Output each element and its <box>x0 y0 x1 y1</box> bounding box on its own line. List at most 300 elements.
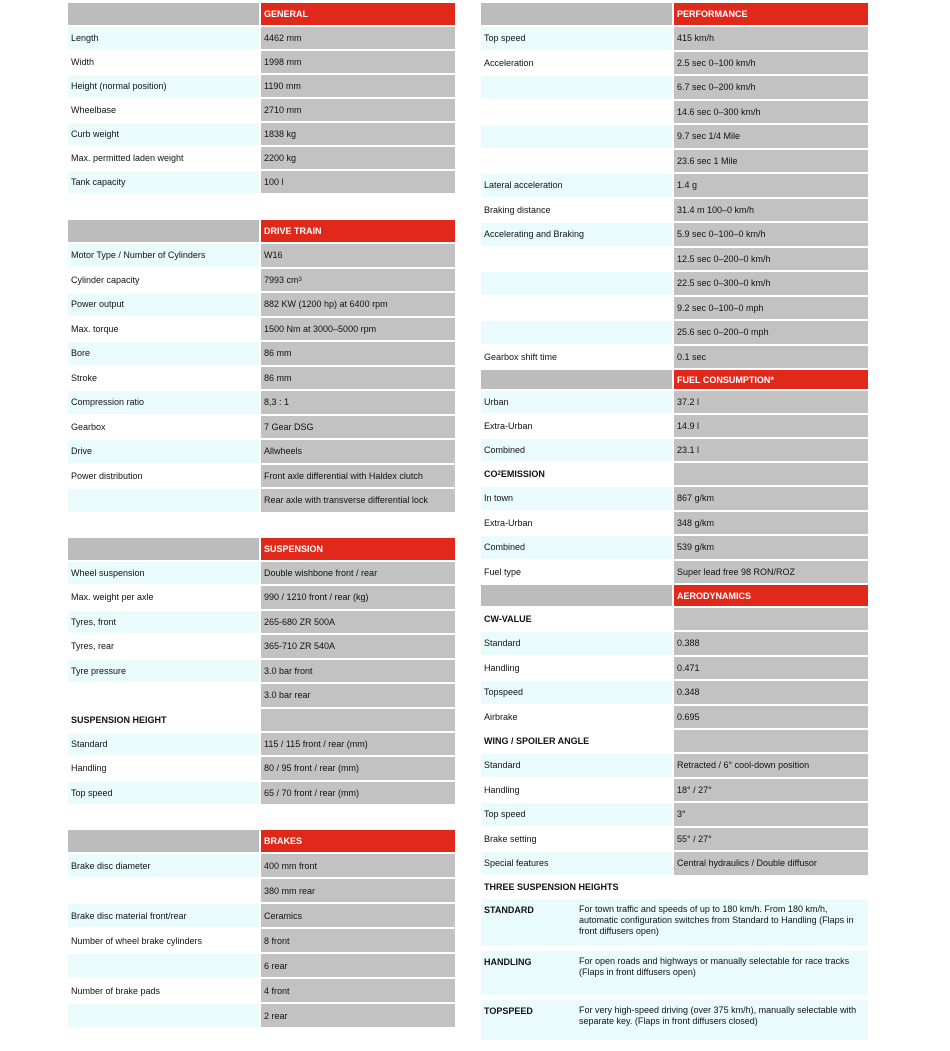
suspension-header-value <box>261 538 455 560</box>
general-row <box>68 171 455 193</box>
drivetrain-row-value <box>261 416 455 439</box>
suspension-row <box>68 660 455 683</box>
general-row-value <box>261 123 455 145</box>
co2-row-label-text: Extra-Urban <box>484 517 533 528</box>
general-row-label-text: Height (normal position) <box>71 81 167 91</box>
wing-row-value <box>674 779 868 802</box>
co2-row-label <box>481 561 672 584</box>
general-row <box>68 99 455 121</box>
suspension-row-label <box>68 660 259 683</box>
performance-row-label <box>481 52 672 75</box>
performance-row-label <box>481 199 672 222</box>
co2-row-label-text: Combined <box>484 542 526 553</box>
suspension-height-title-text: SUSPENSION HEIGHT <box>71 714 167 725</box>
suspension-height-title <box>68 709 455 731</box>
fuel-row <box>481 391 868 413</box>
brakes-row-label-text: Number of brake pads <box>71 985 161 996</box>
cw-row-value <box>674 657 868 680</box>
cw-row-label <box>481 657 672 680</box>
performance-row-value-text: 5.9 sec 0–100–0 km/h <box>677 229 766 240</box>
general-row-value-text: 4462 mm <box>264 33 302 43</box>
performance-row-value-text: 22.5 sec 0–300–0 km/h <box>677 278 771 289</box>
general-row <box>68 147 455 169</box>
cw-row-value-text: 0.695 <box>677 711 700 722</box>
brakes-row-label <box>68 904 259 927</box>
wing-row <box>481 828 868 851</box>
suspension-row <box>68 635 455 658</box>
performance-row <box>481 248 868 271</box>
wing-row-label-text: Special features <box>484 858 549 869</box>
suspension-height-title-blank <box>261 709 455 731</box>
fuel-row-value-text: 37.2 l <box>677 397 700 407</box>
fuel-row-value <box>674 439 868 461</box>
drivetrain-row-value <box>261 318 455 341</box>
suspension-height-note <box>481 1000 868 1040</box>
wing-row-value-text: 3° <box>677 809 686 820</box>
general-header-value-text: GENERAL <box>264 9 309 19</box>
drivetrain-header <box>68 220 455 242</box>
performance-row-value <box>674 272 868 295</box>
fuel-row-label-text: Urban <box>484 397 509 407</box>
wing-row <box>481 852 868 875</box>
brakes-row-label-text: Brake disc diameter <box>71 860 151 871</box>
co2-row-value <box>674 536 868 559</box>
brakes-row-label <box>68 854 259 877</box>
performance-row-value-text: 14.6 sec 0–300 km/h <box>677 106 761 117</box>
brakes-row-label-text: Number of wheel brake cylinders <box>71 935 203 946</box>
brakes-row <box>68 854 455 877</box>
general-row <box>68 27 455 49</box>
general-header-label <box>68 3 259 25</box>
performance-row-label <box>481 321 672 344</box>
drivetrain-row <box>68 269 455 292</box>
performance-row-label <box>481 76 672 99</box>
drivetrain-row-value-text: 1500 Nm at 3000–5000 rpm <box>264 323 377 334</box>
co2-row-value-text: Super lead free 98 RON/ROZ <box>677 566 796 577</box>
drivetrain-row-value <box>261 465 455 488</box>
suspension-row-value-text: 990 / 1210 front / rear (kg) <box>264 592 369 603</box>
cw-row-value-text: 0.348 <box>677 687 700 698</box>
note-label: TOPSPEED <box>484 1005 533 1016</box>
performance-row-label <box>481 297 672 320</box>
general-row-label <box>68 99 259 121</box>
brakes-row-label <box>68 954 259 977</box>
cw-value-title-blank <box>674 608 868 630</box>
three-heights-title-text: THREE SUSPENSION HEIGHTS <box>484 881 619 892</box>
wing-row-value <box>674 754 868 777</box>
suspension-row-label-text: Max. weight per axle <box>71 592 154 603</box>
drivetrain-row-value-text: 7993 cm <box>264 274 299 285</box>
drivetrain-row-label-text: Motor Type / Number of Cylinders <box>71 250 206 261</box>
wing-row-label <box>481 828 672 851</box>
general-row-label <box>68 51 259 73</box>
performance-row-value <box>674 297 868 320</box>
suspension-row-label <box>68 635 259 658</box>
suspension-height-row-value <box>261 757 455 780</box>
cw-row <box>481 657 868 680</box>
drivetrain-row <box>68 465 455 488</box>
drivetrain-row-value <box>261 342 455 365</box>
brakes-row-label-text: Brake disc material front/rear <box>71 910 187 921</box>
brakes-row-value <box>261 954 455 977</box>
wing-angle-title-label <box>481 730 672 752</box>
performance-row-value <box>674 199 868 222</box>
suspension-row <box>68 586 455 609</box>
drivetrain-row-label-text: Compression ratio <box>71 397 145 408</box>
drivetrain-row-value-text: W16 <box>264 250 283 261</box>
suspension-height-row-label-text: Handling <box>71 763 107 774</box>
drivetrain-row-label-text: Drive <box>71 446 93 457</box>
fuel-row <box>481 439 868 461</box>
drivetrain-row-label <box>68 416 259 439</box>
wing-row-label <box>481 803 672 826</box>
suspension-row-label-text: Tyre pressure <box>71 665 127 676</box>
note-label: STANDARD <box>484 904 534 915</box>
suspension-height-row-label <box>68 757 259 780</box>
suspension-height-row-value-text: 115 / 115 front / rear (mm) <box>264 738 368 749</box>
cw-row-label-text: Topspeed <box>484 687 524 698</box>
brakes-row <box>68 929 455 952</box>
general-row-value <box>261 99 455 121</box>
co2-row-value-text: 867 g/km <box>677 493 715 504</box>
wing-row-value-text: Retracted / 6° cool-down position <box>677 760 810 771</box>
co2-row-label-text: Fuel type <box>484 566 522 577</box>
general-header-value <box>261 3 455 25</box>
general-row-label-text: Curb weight <box>71 129 120 139</box>
co2-row-value <box>674 512 868 535</box>
drivetrain-header-value-text: DRIVE TRAIN <box>264 226 322 236</box>
drivetrain-row-label <box>68 244 259 267</box>
drivetrain-row-value-text: 86 mm <box>264 348 292 359</box>
co2-row-value <box>674 561 868 584</box>
fuel-row-label <box>481 415 672 437</box>
performance-row-value-text: 25.6 sec 0–200–0 mph <box>677 327 769 338</box>
general-row-value-text: 1998 mm <box>264 57 302 67</box>
cw-row-value <box>674 632 868 655</box>
cw-row-value-text: 0.388 <box>677 638 700 649</box>
drivetrain-row-value-text: Rear axle with transverse differential lock <box>264 495 428 506</box>
fuel-header-value-text: FUEL CONSUMPTION* <box>677 374 774 385</box>
suspension-row-label-text: Wheel suspension <box>71 567 145 578</box>
drivetrain-row <box>68 367 455 390</box>
wing-row-label-text: Standard <box>484 760 521 771</box>
cw-row-label <box>481 632 672 655</box>
cw-row-value <box>674 706 868 729</box>
drivetrain-row-value-text: 882 KW (1200 hp) at 6400 rpm <box>264 299 388 310</box>
performance-row-value <box>674 248 868 271</box>
brakes-row-value <box>261 929 455 952</box>
brakes-row-value-text: 8 front <box>264 935 290 946</box>
performance-row-label-text: Top speed <box>484 33 526 44</box>
suspension-row-label <box>68 586 259 609</box>
aero-header <box>481 585 868 606</box>
suspension-height-row-value-text: 65 / 70 front / rear (mm) <box>264 787 360 798</box>
drivetrain-row-value <box>261 391 455 414</box>
suspension-row-value <box>261 586 455 609</box>
co2-row-value-text: 539 g/km <box>677 542 715 553</box>
cw-row-label-text: Airbrake <box>484 711 518 722</box>
suspension-row <box>68 562 455 585</box>
wing-row <box>481 803 868 826</box>
general-row-label <box>68 147 259 169</box>
suspension-height-row-label-text: Standard <box>71 738 108 749</box>
performance-row-label <box>481 125 672 148</box>
co2-row-label <box>481 512 672 535</box>
performance-row-value <box>674 27 868 50</box>
general-row-value-text: 1838 kg <box>264 129 297 139</box>
co2-row <box>481 561 868 584</box>
wing-row-value-text: 18° / 27° <box>677 784 712 795</box>
suspension-row-label <box>68 611 259 634</box>
suspension-height-row <box>68 757 455 780</box>
performance-row <box>481 76 868 99</box>
co2-row <box>481 512 868 535</box>
co2-row-label <box>481 487 672 510</box>
drivetrain-row-value <box>261 440 455 463</box>
general-row-label-text: Width <box>71 57 95 67</box>
fuel-row-value-text: 23.1 l <box>677 445 700 455</box>
drivetrain-row-label-text: Power distribution <box>71 470 143 481</box>
suspension-row-value-text: 3.0 bar rear <box>264 690 311 701</box>
drivetrain-row-label-text: Max. torque <box>71 323 119 334</box>
wing-row-value-text: 55° / 27° <box>677 833 712 844</box>
suspension-header <box>68 538 455 560</box>
performance-row-label-text: Braking distance <box>484 204 551 215</box>
performance-row-label <box>481 150 672 173</box>
performance-row-label-text: Accelerating and Braking <box>484 229 585 240</box>
cw-value-title <box>481 608 868 630</box>
co2-title-label: CO 2 EMISSION <box>481 463 672 485</box>
co2-title-a: CO <box>484 469 498 479</box>
suspension-row-label <box>68 684 259 707</box>
performance-row-label <box>481 101 672 124</box>
general-row-value <box>261 51 455 73</box>
cw-value-title-text: CW-VALUE <box>484 614 532 624</box>
wing-angle-title <box>481 730 868 752</box>
performance-row-value <box>674 101 868 124</box>
brakes-row <box>68 979 455 1002</box>
brakes-row-value-text: 2 rear <box>264 1010 288 1021</box>
suspension-row-label-text: Tyres, front <box>71 616 117 627</box>
cw-row <box>481 632 868 655</box>
cw-row <box>481 706 868 729</box>
left-spec-column <box>68 0 455 1027</box>
drivetrain-row-label <box>68 318 259 341</box>
performance-row-label-text: Lateral acceleration <box>484 180 563 191</box>
suspension-row-value-text: 365-710 ZR 540A <box>264 641 336 652</box>
wing-row <box>481 779 868 802</box>
co2-row-value-text: 348 g/km <box>677 517 715 528</box>
drivetrain-row-label <box>68 391 259 414</box>
drivetrain-row-value <box>261 489 455 512</box>
co2-title-b: EMISSION <box>500 469 545 479</box>
suspension-height-row-label-text: Top speed <box>71 787 113 798</box>
performance-row-value-text: 31.4 m 100–0 km/h <box>677 204 755 215</box>
performance-row-value <box>674 125 868 148</box>
brakes-header-value-text: BRAKES <box>264 836 303 846</box>
performance-row <box>481 272 868 295</box>
performance-row-value-text: 2.5 sec 0–100 km/h <box>677 57 756 68</box>
fuel-header <box>481 370 868 389</box>
suspension-row-value <box>261 611 455 634</box>
cw-row-label <box>481 706 672 729</box>
general-row-value-text: 100 l <box>264 177 284 187</box>
performance-row <box>481 223 868 246</box>
aero-header-value <box>674 585 868 606</box>
performance-row <box>481 346 868 369</box>
drivetrain-row-label <box>68 269 259 292</box>
drivetrain-row <box>68 391 455 414</box>
performance-row-value-text: 0.1 sec <box>677 351 707 362</box>
performance-row-value <box>674 223 868 246</box>
brakes-header-label <box>68 830 259 852</box>
wing-angle-title-text: WING / SPOILER ANGLE <box>484 736 590 746</box>
drivetrain-row-label <box>68 342 259 365</box>
performance-row <box>481 199 868 222</box>
drivetrain-row-label <box>68 293 259 316</box>
brakes-row-value-text: 6 rear <box>264 960 288 971</box>
brakes-row-value <box>261 904 455 927</box>
suspension-header-value-text: SUSPENSION <box>264 543 324 554</box>
cw-row-value <box>674 681 868 704</box>
performance-row-value <box>674 76 868 99</box>
drivetrain-row-value <box>261 293 455 316</box>
wing-row <box>481 754 868 777</box>
cw-row-label <box>481 681 672 704</box>
fuel-header-value <box>674 370 868 389</box>
performance-row-label <box>481 223 672 246</box>
cw-row <box>481 681 868 704</box>
performance-row-label <box>481 346 672 369</box>
co2-row <box>481 536 868 559</box>
general-row-label-text: Max. permitted laden weight <box>71 153 184 163</box>
performance-row <box>481 52 868 75</box>
suspension-row-value-text: Double wishbone front / rear <box>264 567 378 578</box>
performance-header <box>481 3 868 25</box>
drivetrain-row-value-text: 7 Gear DSG <box>264 421 314 432</box>
drivetrain-row-value-text: 86 mm <box>264 372 292 383</box>
brakes-row-value <box>261 854 455 877</box>
drivetrain-row-label-text: Bore <box>71 348 91 359</box>
drivetrain-row-label <box>68 489 259 512</box>
co2-title-blank <box>674 463 868 485</box>
wing-row-value <box>674 852 868 875</box>
suspension-height-title-label <box>68 709 259 731</box>
brakes-row-label <box>68 879 259 902</box>
wing-row-value-text: Central hydraulics / Double diffusor <box>677 858 817 869</box>
wing-row-label-text: Brake setting <box>484 833 537 844</box>
drivetrain-row <box>68 489 455 512</box>
co2-title <box>481 463 868 485</box>
drivetrain-row-label <box>68 465 259 488</box>
general-row-value <box>261 171 455 193</box>
drivetrain-row-value <box>261 244 455 267</box>
performance-row-label <box>481 174 672 197</box>
drivetrain-row-value <box>261 367 455 390</box>
suspension-row-value <box>261 562 455 585</box>
cw-row-label-text: Standard <box>484 638 521 649</box>
suspension-row-value <box>261 635 455 658</box>
right-spec-column <box>481 0 868 1040</box>
performance-row-value-text: 9.7 sec 1/4 Mile <box>677 131 741 142</box>
wing-row-value <box>674 828 868 851</box>
performance-row-label <box>481 27 672 50</box>
performance-row <box>481 27 868 50</box>
aero-header-label <box>481 585 672 606</box>
performance-row-value <box>674 174 868 197</box>
drivetrain-row <box>68 318 455 341</box>
drivetrain-row <box>68 244 455 267</box>
general-row-value <box>261 147 455 169</box>
general-row-label <box>68 75 259 97</box>
fuel-row-value <box>674 415 868 437</box>
performance-row <box>481 321 868 344</box>
drivetrain-row-label-text: Cylinder capacity <box>71 274 140 285</box>
performance-row <box>481 150 868 173</box>
brakes-row-value-text: 400 mm front <box>264 860 318 871</box>
suspension-height-note <box>481 899 868 946</box>
general-row-label-text: Tank capacity <box>71 177 126 187</box>
performance-row-value-text: 415 km/h <box>677 33 715 44</box>
performance-row-value <box>674 321 868 344</box>
general-header <box>68 3 455 25</box>
drivetrain-row-label-text: Power output <box>71 299 125 310</box>
suspension-row-value-text: 265-680 ZR 500A <box>264 616 336 627</box>
drivetrain-header-label <box>68 220 259 242</box>
fuel-row-value-text: 14.9 l <box>677 421 700 431</box>
performance-row-value <box>674 52 868 75</box>
general-row <box>68 123 455 145</box>
suspension-row <box>68 611 455 634</box>
general-row-value-text: 1190 mm <box>264 81 301 91</box>
brakes-row-value <box>261 879 455 902</box>
brakes-row-value-text: 380 mm rear <box>264 885 316 896</box>
drivetrain-row-value-text: 8,3 : 1 <box>264 397 290 408</box>
co2-row-value <box>674 487 868 510</box>
general-row <box>68 51 455 73</box>
drivetrain-row-label-text: Stroke <box>71 372 98 383</box>
co2-row-label <box>481 536 672 559</box>
wing-row-value <box>674 803 868 826</box>
drivetrain-row-label <box>68 440 259 463</box>
brakes-header <box>68 830 455 852</box>
fuel-row <box>481 415 868 437</box>
performance-row-value-text: 9.2 sec 0–100–0 mph <box>677 302 764 313</box>
performance-header-label <box>481 3 672 25</box>
performance-row-value-text: 23.6 sec 1 Mile <box>677 155 738 166</box>
general-row <box>68 75 455 97</box>
performance-row-value-text: 12.5 sec 0–200–0 km/h <box>677 253 771 264</box>
performance-row-label-text: Gearbox shift time <box>484 351 558 362</box>
performance-row-label <box>481 248 672 271</box>
co2-row <box>481 487 868 510</box>
three-heights-title-blank <box>674 877 868 897</box>
brakes-row <box>68 1004 455 1027</box>
fuel-row-label <box>481 439 672 461</box>
general-row-label <box>68 27 259 49</box>
three-heights-title-label <box>481 877 672 897</box>
drivetrain-row <box>68 293 455 316</box>
aero-header-value-text: AERODYNAMICS <box>677 590 752 601</box>
fuel-row-value <box>674 391 868 413</box>
general-row-label <box>68 171 259 193</box>
fuel-row-label-text: Extra-Urban <box>484 421 533 431</box>
wing-row-label <box>481 852 672 875</box>
brakes-row-value-text: 4 front <box>264 985 290 996</box>
brakes-row <box>68 879 455 902</box>
brakes-row-label <box>68 979 259 1002</box>
suspension-row-label <box>68 562 259 585</box>
